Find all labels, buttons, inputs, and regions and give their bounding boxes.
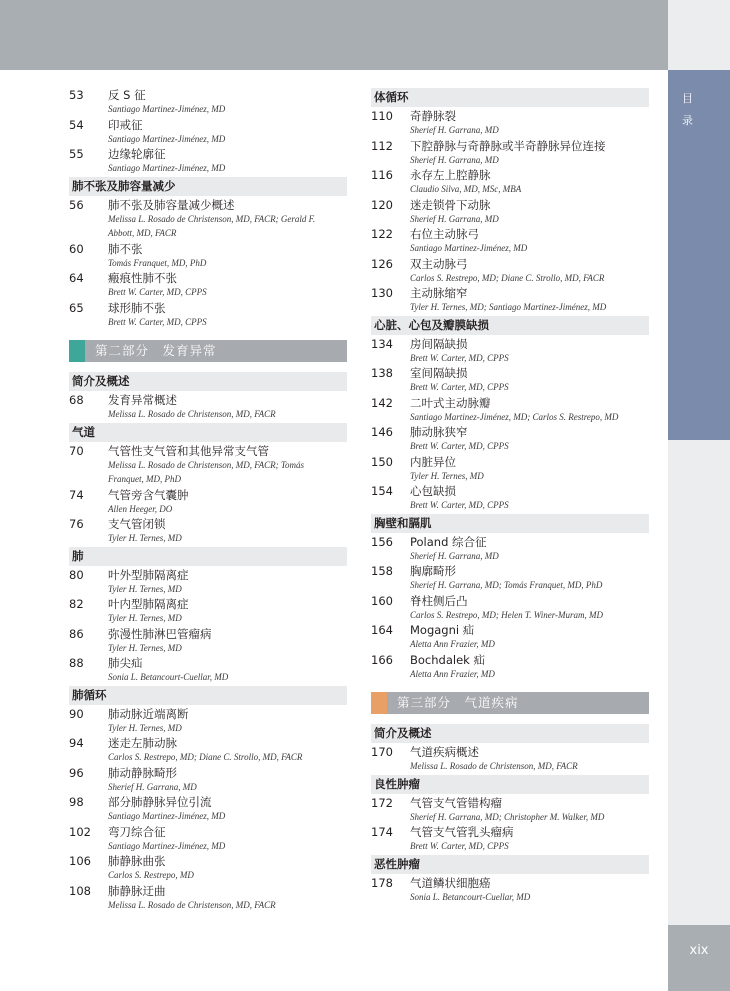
chapter-author: Tyler H. Ternes, MD xyxy=(108,722,182,733)
section-heading: 简介及概述 xyxy=(69,372,347,391)
page-ref: 94 xyxy=(69,736,84,750)
page-ref: 156 xyxy=(371,534,393,549)
chapter-author: Santiago Martinez-Jiménez, MD xyxy=(108,840,226,851)
chapter-title[interactable]: 肺动脉狭窄 xyxy=(410,425,468,439)
page-ref: 80 xyxy=(69,567,84,582)
page-ref: 108 xyxy=(69,883,91,898)
section-heading: 恶性肿瘤 xyxy=(371,855,649,874)
chapter-author: Melissa L. Rosado de Christenson, MD, FACR; Gerald F. xyxy=(108,213,316,224)
chapter-author: Brett W. Carter, MD, CPPS xyxy=(410,382,509,392)
chapter-author: Sherief H. Garrana, MD xyxy=(410,125,499,135)
chapter-author: Brett W. Carter, MD, CPPS xyxy=(410,500,509,510)
chapter-title[interactable]: 气管支气管错构瘤 xyxy=(410,795,502,810)
chapter-title[interactable]: 肺不张 xyxy=(108,241,143,256)
toc-entry[interactable] xyxy=(69,825,347,855)
chapter-author: Brett W. Carter, MD, CPPS xyxy=(410,352,509,363)
chapter-title[interactable]: 肺动脉近端离断 xyxy=(108,706,189,721)
chapter-title[interactable]: 气管旁含气囊肿 xyxy=(108,487,189,502)
chapter-author: Santiago Martinez-Jiménez, MD xyxy=(108,133,226,144)
chapter-author: Melissa L. Rosado de Christenson, MD, FACR xyxy=(108,409,276,419)
page-ref: 116 xyxy=(371,168,393,182)
chapter-title[interactable]: 迷走锁骨下动脉 xyxy=(410,197,491,212)
chapter-author: Sherief H. Garrana, MD xyxy=(410,213,499,224)
chapter-author: Allen Heeger, DO xyxy=(108,503,173,514)
toc-entry[interactable] xyxy=(69,597,347,627)
chapter-author: Tyler H. Ternes, MD xyxy=(108,583,182,594)
chapter-author: Sherief H. Garrana, MD xyxy=(108,781,197,792)
chapter-author: Aletta Ann Frazier, MD xyxy=(410,668,495,679)
chapter-author: Brett W. Carter, MD, CPPS xyxy=(410,841,509,851)
toc-entry[interactable] xyxy=(371,653,649,683)
page-ref: 134 xyxy=(371,336,393,351)
chapter-title[interactable]: 心包缺损 xyxy=(410,484,456,498)
toc-column-right xyxy=(371,88,649,905)
chapter-author: Carlos S. Restrepo, MD; Helen T. Winer-Muram, MD xyxy=(410,609,604,620)
page-ref: 70 xyxy=(69,443,84,458)
toc-entry[interactable] xyxy=(69,488,347,518)
part-title: 第三部分 气道疾病 xyxy=(397,695,519,710)
chapter-title[interactable]: 弯刀综合征 xyxy=(108,824,166,839)
page-ref: 65 xyxy=(69,300,84,315)
page-ref: 55 xyxy=(69,147,84,161)
page-ref: 86 xyxy=(69,626,84,641)
chapter-title[interactable]: 奇静脉裂 xyxy=(410,109,456,123)
chapter-author: Brett W. Carter, MD, CPPS xyxy=(108,287,207,297)
page-ref: 53 xyxy=(69,88,84,102)
chapter-title[interactable]: 反 S 征 xyxy=(108,88,146,102)
toc-entry[interactable] xyxy=(371,535,649,565)
chapter-author: Sherief H. Garrana, MD xyxy=(410,550,499,561)
chapter-author: Sherief H. Garrana, MD; Tomás Franquet, MD, PhD xyxy=(410,580,603,590)
chapter-title[interactable]: 肺静脉曲张 xyxy=(108,854,166,868)
chapter-author: Brett W. Carter, MD, CPPS xyxy=(410,441,509,451)
toc-entry[interactable] xyxy=(69,707,347,737)
page-ref: 170 xyxy=(371,745,393,759)
page-ref: 112 xyxy=(371,138,393,153)
chapter-author: Melissa L. Rosado de Christenson, MD, FACR xyxy=(410,761,578,771)
chapter-title[interactable]: 球形肺不张 xyxy=(108,300,166,315)
toc-entry[interactable] xyxy=(371,594,649,624)
page-ref: 146 xyxy=(371,425,393,439)
toc-entry[interactable] xyxy=(69,568,347,598)
chapter-title[interactable]: 内脏异位 xyxy=(410,454,456,469)
part-title: 第二部分 发育异常 xyxy=(95,343,217,358)
section-heading: 胸壁和膈肌 xyxy=(371,514,649,533)
page-ref: 166 xyxy=(371,652,393,667)
page-ref: 172 xyxy=(371,795,393,810)
section-heading: 气道 xyxy=(69,423,347,442)
toc-entry[interactable] xyxy=(371,227,649,257)
chapter-author: Carlos S. Restrepo, MD; Diane C. Strollo, MD, FACR xyxy=(410,272,605,283)
chapter-title[interactable]: 部分肺静脉异位引流 xyxy=(108,795,212,809)
chapter-author: Santiago Martinez-Jiménez, MD xyxy=(108,163,226,173)
page-ref: 56 xyxy=(69,197,84,212)
chapter-title[interactable]: 主动脉缩窄 xyxy=(410,286,468,300)
page-ref: 142 xyxy=(371,395,393,410)
toc-entry[interactable] xyxy=(69,242,347,272)
toc-entry[interactable] xyxy=(69,118,347,148)
chapter-title[interactable]: 气道疾病概述 xyxy=(410,745,479,759)
page-ref: 74 xyxy=(69,487,84,502)
toc-entry[interactable] xyxy=(371,198,649,228)
toc-entry[interactable] xyxy=(69,736,347,766)
chapter-author: Claudio Silva, MD, MSc, MBA xyxy=(410,184,522,194)
section-heading: 体循环 xyxy=(371,88,649,107)
chapter-title[interactable]: 永存左上腔静脉 xyxy=(410,168,491,182)
page-ref: 158 xyxy=(371,564,393,578)
page-ref: 178 xyxy=(371,875,393,890)
page-ref: 76 xyxy=(69,517,84,531)
part-color-mark xyxy=(371,692,387,714)
chapter-title[interactable]: 边缘轮廓征 xyxy=(108,147,166,161)
toc-entry[interactable] xyxy=(371,109,649,139)
page-ref: 54 xyxy=(69,117,84,132)
toc-entry[interactable] xyxy=(371,425,649,455)
part-heading xyxy=(69,340,347,362)
page-ref: 88 xyxy=(69,656,84,670)
toc-entry[interactable] xyxy=(371,168,649,198)
toc-tab[interactable] xyxy=(668,70,730,440)
chapter-title[interactable]: 房间隔缺损 xyxy=(410,336,468,351)
page-ref: 110 xyxy=(371,109,393,123)
toc-entry[interactable] xyxy=(69,147,347,177)
page-ref: 98 xyxy=(69,795,84,809)
toc-entry[interactable] xyxy=(371,257,649,287)
chapter-title[interactable]: 瘢痕性肺不张 xyxy=(108,271,177,285)
toc-entry[interactable] xyxy=(371,139,649,169)
chapter-author: Tyler H. Ternes, MD; Santiago Martinez-Jiménez, MD xyxy=(410,302,607,312)
chapter-title[interactable]: Mogagni 疝 xyxy=(410,623,475,637)
page-ref: 160 xyxy=(371,593,393,608)
page-ref: 174 xyxy=(371,825,393,839)
chapter-title[interactable]: 支气管闭锁 xyxy=(108,517,166,531)
chapter-title[interactable]: Poland 综合征 xyxy=(410,534,487,549)
chapter-title[interactable]: 叶外型肺隔离症 xyxy=(108,567,189,582)
page-ref: 126 xyxy=(371,256,393,271)
chapter-title[interactable]: 肺动静脉畸形 xyxy=(108,765,177,780)
page-ref: 68 xyxy=(69,393,84,407)
chapter-title[interactable]: 叶内型肺隔离症 xyxy=(108,597,189,611)
page-ref: 120 xyxy=(371,197,393,212)
part-heading xyxy=(371,692,649,714)
chapter-title[interactable]: 二叶式主动脉瓣 xyxy=(410,395,491,410)
section-heading: 肺不张及肺容量减少 xyxy=(69,177,347,196)
chapter-title[interactable]: 迷走左肺动脉 xyxy=(108,736,177,750)
toc-entry[interactable] xyxy=(69,393,347,423)
toc-entry[interactable] xyxy=(371,455,649,485)
chapter-title[interactable]: 右位主动脉弓 xyxy=(410,227,479,241)
section-heading: 肺循环 xyxy=(69,686,347,705)
page-ref: 96 xyxy=(69,765,84,780)
chapter-author: Carlos S. Restrepo, MD xyxy=(108,870,194,880)
toc-entry[interactable] xyxy=(69,854,347,884)
chapter-author: Tyler H. Ternes, MD xyxy=(108,642,182,653)
toc-entry[interactable] xyxy=(69,795,347,825)
chapter-author: Aletta Ann Frazier, MD xyxy=(410,639,495,649)
toc-entry[interactable] xyxy=(371,366,649,396)
chapter-author: Santiago Martinez-Jiménez, MD; Carlos S. Restrepo, MD xyxy=(410,411,619,422)
page-ref: 82 xyxy=(69,597,84,611)
chapter-author: Tyler H. Ternes, MD xyxy=(410,470,484,481)
page-ref: 64 xyxy=(69,271,84,285)
chapter-title[interactable]: 印戒征 xyxy=(108,117,143,132)
chapter-title[interactable]: 肺不张及肺容量减少概述 xyxy=(108,197,235,212)
toc-entry[interactable] xyxy=(371,396,649,426)
toc-entry[interactable] xyxy=(69,198,347,242)
page-ref: 122 xyxy=(371,227,393,241)
chapter-author: Sherief H. Garrana, MD xyxy=(410,154,499,165)
toc-entry[interactable] xyxy=(371,337,649,367)
toc-entry[interactable] xyxy=(371,286,649,316)
page-ref: 150 xyxy=(371,454,393,469)
chapter-title[interactable]: 发育异常概述 xyxy=(108,393,177,407)
chapter-author: Brett W. Carter, MD, CPPS xyxy=(108,316,207,327)
chapter-author: Abbott, MD, FACR xyxy=(108,228,177,238)
chapter-author: Melissa L. Rosado de Christenson, MD, FACR xyxy=(108,899,276,910)
section-heading: 心脏、心包及瓣膜缺损 xyxy=(371,316,649,335)
sidebar xyxy=(668,0,730,991)
chapter-title[interactable]: 胸廓畸形 xyxy=(410,564,456,578)
chapter-title[interactable]: 肺尖疝 xyxy=(108,656,143,670)
chapter-title[interactable]: 气管性支气管和其他异常支气管 xyxy=(108,443,269,458)
toc-entry[interactable] xyxy=(371,484,649,514)
chapter-author: Franquet, MD, PhD xyxy=(108,474,181,484)
page-ref: 130 xyxy=(371,286,393,300)
toc-entry[interactable] xyxy=(69,88,347,118)
toc-entry[interactable] xyxy=(69,656,347,686)
toc-entry[interactable] xyxy=(371,796,649,826)
toc-entry[interactable] xyxy=(371,745,649,775)
page-ref: 164 xyxy=(371,623,393,637)
chapter-author: Tyler H. Ternes, MD xyxy=(108,613,182,623)
section-heading: 良性肿瘤 xyxy=(371,775,649,794)
toc-entry[interactable] xyxy=(371,564,649,594)
page-ref: 90 xyxy=(69,706,84,721)
chapter-author: Sherief H. Garrana, MD; Christopher M. Walker, MD xyxy=(410,811,605,822)
toc-tab-char: 录 xyxy=(682,114,694,127)
chapter-author: Sonia L. Betancourt-Cuellar, MD xyxy=(108,672,229,682)
page-ref: 154 xyxy=(371,484,393,498)
toc-entry[interactable] xyxy=(371,825,649,855)
chapter-author: Sonia L. Betancourt-Cuellar, MD xyxy=(410,891,531,902)
chapter-title[interactable]: 弥漫性肺淋巴管瘤病 xyxy=(108,626,212,641)
chapter-author: Tomás Franquet, MD, PhD xyxy=(108,257,207,268)
toc-tab-char: 目 xyxy=(682,92,694,105)
header-band xyxy=(0,0,668,70)
toc-entry[interactable] xyxy=(69,627,347,657)
chapter-author: Tyler H. Ternes, MD xyxy=(108,533,182,543)
chapter-author: Melissa L. Rosado de Christenson, MD, FACR; Tomás xyxy=(108,459,305,470)
page-ref: 60 xyxy=(69,241,84,256)
section-heading: 简介及概述 xyxy=(371,724,649,743)
toc-column-left xyxy=(69,88,347,913)
page-number: xix xyxy=(668,925,730,991)
chapter-title[interactable]: 室间隔缺损 xyxy=(410,366,468,380)
toc-entry[interactable] xyxy=(69,301,347,331)
chapter-author: Santiago Martinez-Jiménez, MD xyxy=(108,811,226,821)
section-heading: 肺 xyxy=(69,547,347,566)
chapter-title[interactable]: 气管支气管乳头瘤病 xyxy=(410,825,514,839)
toc-entry[interactable] xyxy=(69,766,347,796)
chapter-author: Santiago Martinez-Jiménez, MD xyxy=(410,243,528,253)
toc-entry[interactable] xyxy=(69,271,347,301)
part-color-mark xyxy=(69,340,85,362)
chapter-title[interactable]: 肺静脉迂曲 xyxy=(108,883,166,898)
page-ref: 102 xyxy=(69,824,91,839)
toc-entry[interactable] xyxy=(69,517,347,547)
chapter-title[interactable]: 脊柱侧后凸 xyxy=(410,593,468,608)
toc-entry[interactable] xyxy=(69,444,347,488)
chapter-title[interactable]: 气道鳞状细胞癌 xyxy=(410,875,491,890)
chapter-title[interactable]: 双主动脉弓 xyxy=(410,256,468,271)
chapter-title[interactable]: Bochdalek 疝 xyxy=(410,652,485,667)
chapter-author: Santiago Martinez-Jiménez, MD xyxy=(108,104,226,114)
toc-entry[interactable] xyxy=(371,876,649,906)
toc-entry[interactable] xyxy=(371,623,649,653)
page-ref: 106 xyxy=(69,854,91,868)
toc-entry[interactable] xyxy=(69,884,347,914)
page-ref: 138 xyxy=(371,366,393,380)
chapter-title[interactable]: 下腔静脉与奇静脉或半奇静脉异位连接 xyxy=(410,138,606,153)
chapter-author: Carlos S. Restrepo, MD; Diane C. Strollo, MD, FACR xyxy=(108,752,303,762)
